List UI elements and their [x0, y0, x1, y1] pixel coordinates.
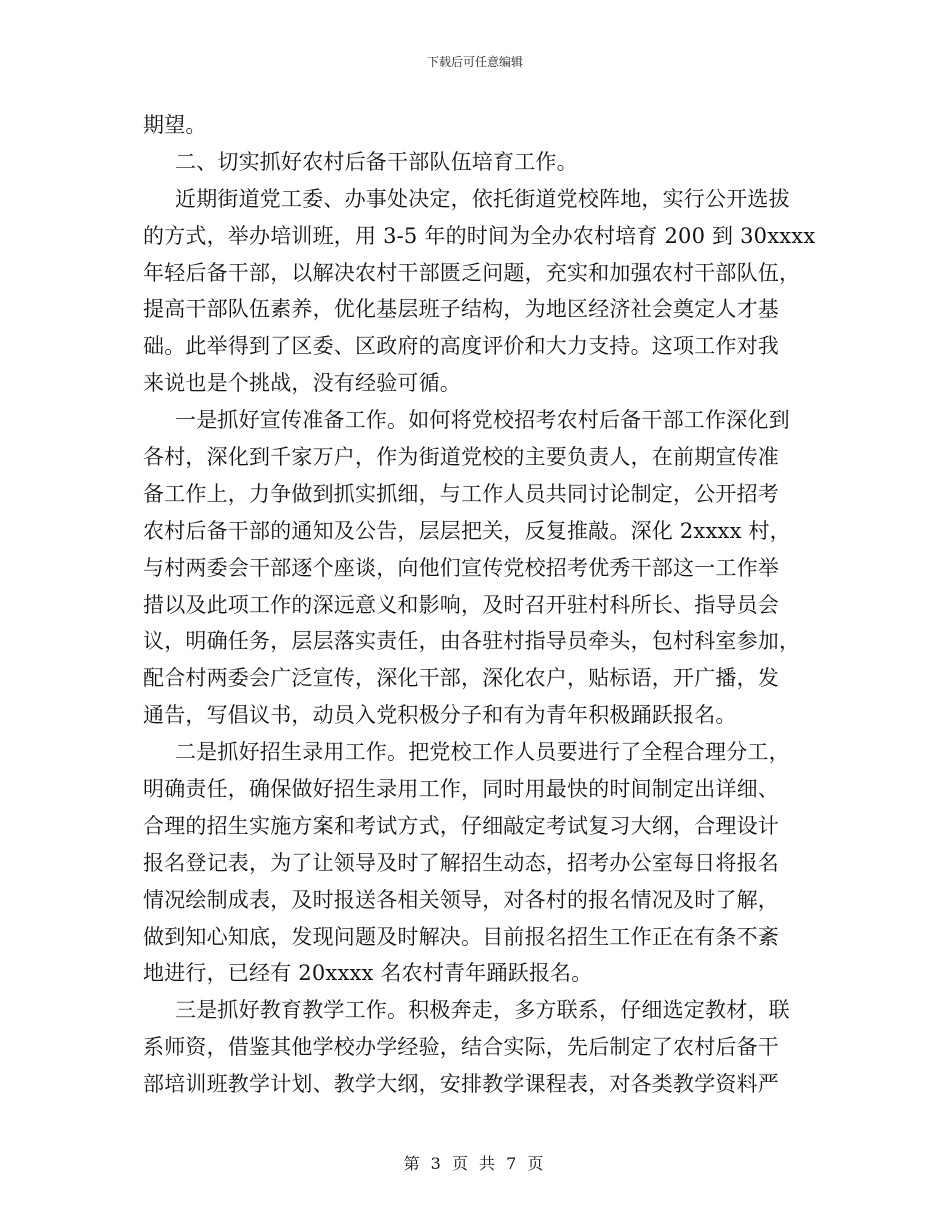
text-line: 部培训班教学计划、教学大纲，安排教学课程表，对各类教学资料严 — [143, 1072, 779, 1097]
text-line: 三是抓好教育教学工作。积极奔走，多方联系，仔细选定教材，联 — [175, 998, 790, 1023]
section-heading: 二、切实抓好农村后备干部队伍培育工作。 — [175, 149, 578, 174]
text-line: 农村后备干部的通知及公告，层层把关，反复推敲。深化 2xxxx 村， — [143, 518, 791, 543]
text-line: 提高干部队伍素养，优化基层班子结构，为地区经济社会奠定人才基 — [143, 297, 779, 322]
text-line: 措以及此项工作的深远意义和影响，及时召开驻村科所长、指导员会 — [143, 592, 779, 617]
text-line: 近期街道党工委、办事处决定，依托街道党校阵地，实行公开选拔 — [175, 186, 790, 211]
page-header: 下载后可任意编辑 — [426, 55, 523, 69]
text-line: 合理的招生实施方案和考试方式，仔细敲定考试复习大纲，合理设计 — [143, 813, 779, 838]
page-number: 第 3 页 共 7 页 — [403, 1154, 547, 1173]
text-line: 通告，写倡议书，动员入党积极分子和有为青年积极踊跃报名。 — [143, 703, 737, 728]
text-line: 报名登记表，为了让领导及时了解招生动态，招考办公室每日将报名 — [143, 850, 779, 875]
text-line: 议，明确任务，层层落实责任，由各驻村指导员牵头，包村科室参加， — [143, 629, 801, 654]
text-line: 期望。 — [143, 113, 207, 137]
document-body — [143, 107, 816, 1103]
text-line: 础。此举得到了区委、区政府的高度评价和大力支持。这项工作对我 — [143, 334, 779, 359]
text-line: 各村，深化到千家万户，作为街道党校的主要负责人，在前期宣传准 — [143, 445, 779, 470]
text-line: 配合村两委会广泛宣传，深化干部，深化农户，贴标语，开广播，发 — [143, 666, 779, 691]
text-line: 二是抓好招生录用工作。把党校工作人员要进行了全程合理分工， — [175, 740, 790, 765]
text-line: 明确责任，确保做好招生录用工作，同时用最快的时间制定出详细、 — [143, 777, 779, 802]
text-line: 的方式，举办培训班，用 3-5 年的时间为全办农村培育 200 到 30xxxx — [143, 223, 816, 248]
text-line: 地进行，已经有 20xxxx 名农村青年踊跃报名。 — [143, 961, 593, 986]
text-line: 与村两委会干部逐个座谈，向他们宣传党校招考优秀干部这一工作举 — [143, 555, 779, 580]
text-line: 备工作上，力争做到抓实抓细，与工作人员共同讨论制定，公开招考 — [143, 481, 779, 506]
text-line: 系师资，借鉴其他学校办学经验，结合实际，先后制定了农村后备干 — [143, 1035, 779, 1060]
text-line: 年轻后备干部，以解决农村干部匮乏问题，充实和加强农村干部队伍， — [143, 260, 801, 285]
text-line: 做到知心知底，发现问题及时解决。目前报名招生工作正在有条不紊 — [143, 924, 779, 949]
text-line: 情况绘制成表，及时报送各相关领导，对各村的报名情况及时了解， — [143, 887, 779, 912]
text-line: 来说也是个挑战，没有经验可循。 — [143, 371, 461, 396]
text-line: 一是抓好宣传准备工作。如何将党校招考农村后备干部工作深化到 — [175, 408, 790, 433]
